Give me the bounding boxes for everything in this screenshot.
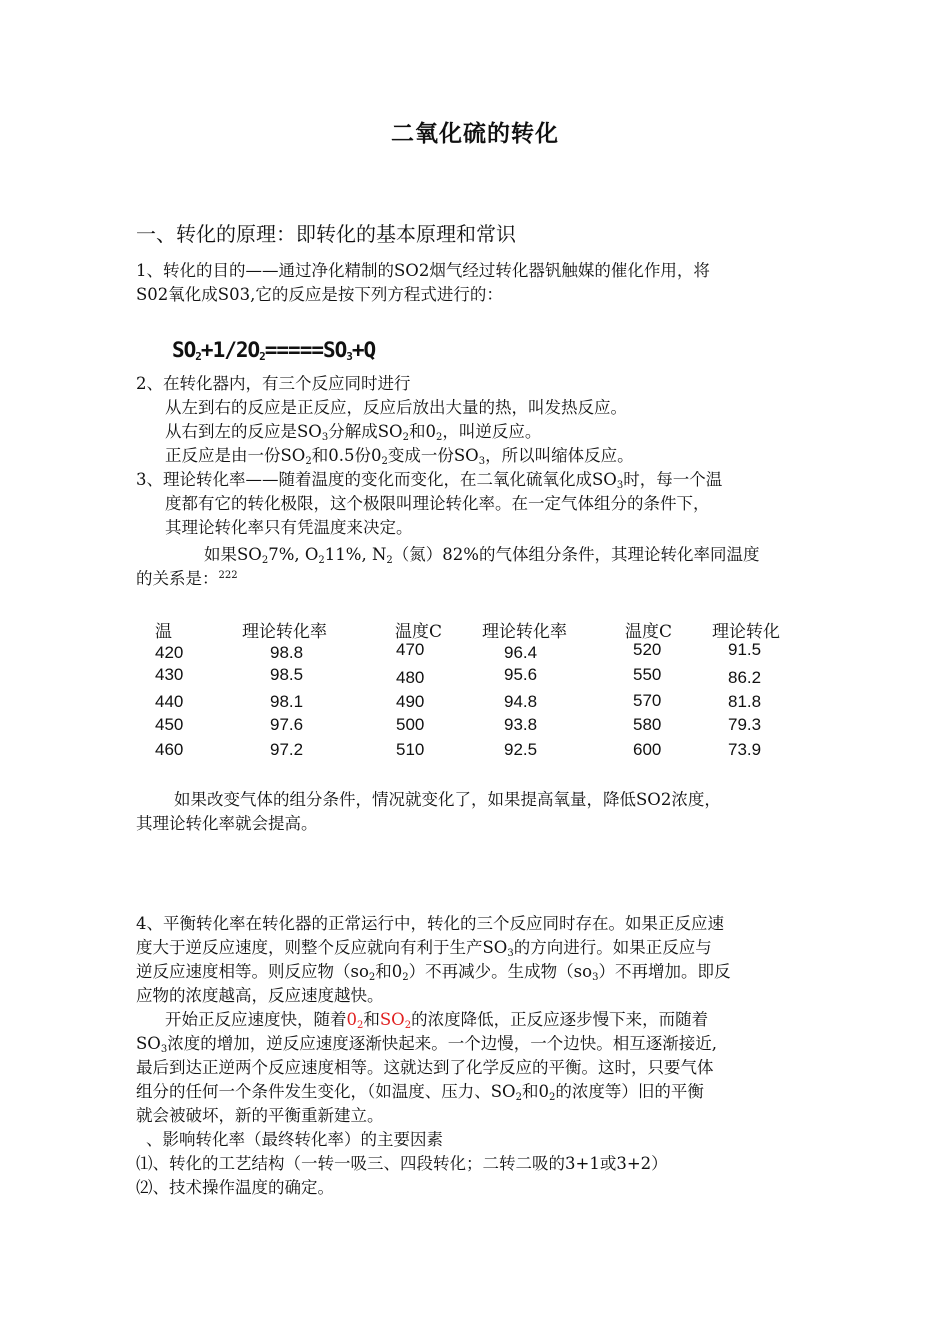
paragraph-equilibrium — [136, 912, 730, 1200]
text-line: 2、在转化器内，有三个反应同时进行 — [136, 374, 411, 393]
table-cell: 73.9 — [728, 740, 762, 759]
table-cell: 97.2 — [270, 740, 304, 759]
text-line: 组分的任何一个条件发生变化，（如温度、压力、$SO_2$和$0_2$的浓度等）旧的平衡 — [136, 1082, 704, 1103]
table-cell: 79.3 — [728, 715, 762, 734]
table-cell: 460 — [155, 740, 184, 759]
table-cell: 92.5 — [504, 740, 538, 759]
table-header: 理论转化 — [712, 622, 780, 642]
document-title: 二氧化硫的转化 — [391, 120, 559, 147]
text-line: 逆反应速度相等。则反应物（$so_2$和$0_2$）不再减少。生成物$(so_3)$不再增加。即反 — [136, 962, 731, 983]
text-line: 就会被破坏，新的平衡重新建立。 — [136, 1106, 384, 1125]
table-header: 温度C — [395, 622, 443, 642]
text-line: 度都有它的转化极限，这个极限叫理论转化率。在一定气体组分的条件下， — [165, 494, 710, 513]
section-heading-principles: 一、转化的原理：即转化的基本原理和常识 — [136, 222, 516, 246]
paragraph-composition-change — [136, 788, 721, 836]
table-cell: 570 — [633, 691, 662, 710]
text-line: ⑴、转化的工艺结构（一转一吸三、四段转化；二转二吸的3+1或3+2） — [136, 1154, 668, 1173]
table-cell: 430 — [155, 665, 184, 684]
table-cell: 490 — [396, 692, 425, 711]
reaction-equation: $SO_2+1/2O_2=====SO_3+Q$ — [172, 338, 376, 363]
table-cell: 580 — [633, 715, 662, 734]
table-header: 理论转化率 — [482, 622, 567, 642]
text-line: 如果$SO_27\%$, $O_211\%$, $N_2$（氮）82%的气体组分条件，其理论转化率同温度 — [204, 545, 760, 566]
text-line: 其理论转化率就会提高。 — [136, 814, 318, 833]
text-line: 1、转化的目的——通过净化精制的SO2烟气经过转化器钒触媒的催化作用，将 — [136, 261, 710, 280]
table-cell: 95.6 — [504, 665, 538, 684]
table-cell: 550 — [633, 665, 662, 684]
table-header: 理论转化率 — [242, 622, 327, 642]
table-cell: 96.4 — [504, 643, 538, 662]
text-line: 3、理论转化率——随着温度的变化而变化，在二氧化硫氧化成$SO_3$时，每一个温 — [136, 470, 723, 491]
text-line: 的关系是：$^{222}$ — [136, 569, 238, 588]
text-line: 度大于逆反应速度，则整个反应就向有利于生产$SO_3$的方向进行。如果正反应与 — [136, 938, 712, 959]
text-line: 、影响转化率（最终转化率）的主要因素 — [146, 1130, 443, 1149]
table-cell: 480 — [396, 668, 425, 687]
table-cell: 98.5 — [270, 665, 304, 684]
table-cell: 97.6 — [270, 715, 304, 734]
table-cell: 600 — [633, 740, 662, 759]
text-line: 4、平衡转化率在转化器的正常运行中，转化的三个反应同时存在。如果正反应速 — [136, 914, 724, 933]
table-header: 温度C — [625, 622, 673, 642]
table-cell: 520 — [633, 640, 662, 659]
table-cell: 98.8 — [270, 643, 304, 662]
table-cell: 93.8 — [504, 715, 538, 734]
table-header: 温 — [155, 622, 172, 642]
table-cell: 420 — [155, 643, 184, 662]
text-line: 从左到右的反应是正反应，反应后放出大量的热，叫发热反应。 — [165, 398, 627, 417]
text-line: 其理论转化率只有凭温度来决定。 — [165, 518, 413, 537]
table-cell: 91.5 — [728, 640, 762, 659]
table-cell: 81.8 — [728, 692, 762, 711]
text-line: 应物的浓度越高，反应速度越快。 — [136, 986, 384, 1005]
table-cell: 510 — [396, 740, 425, 759]
table-cell: 94.8 — [504, 692, 538, 711]
text-line: 正反应是由一份$SO_2$和0.5份$0_2$变成一份$SO_3$，所以叫缩体反应。 — [165, 446, 634, 467]
text-line: $SO_3$浓度的增加，逆反应速度逐渐快起来。一个边慢，一个边快。相互逐渐接近, — [136, 1034, 717, 1055]
table-cell: 450 — [155, 715, 184, 734]
text-line: ⑵、技术操作温度的确定。 — [136, 1178, 334, 1197]
text-line: 如果改变气体的组分条件，情况就变化了，如果提高氧量，降低SO2浓度， — [174, 790, 721, 809]
text-line: 最后到达正逆两个反应速度相等。这就达到了化学反应的平衡。这时，只要气体 — [136, 1058, 714, 1077]
table-cell: 86.2 — [728, 668, 762, 687]
table-cell: 470 — [396, 640, 425, 659]
table-cell: 440 — [155, 692, 184, 711]
text-line: 开始正反应速度快，随着$0_2$和$SO_2$的浓度降低，正反应逐步慢下来，而随着 — [165, 1010, 709, 1031]
table-cell: 98.1 — [270, 692, 304, 711]
table-cell: 500 — [396, 715, 425, 734]
text-line: S02氧化成S03,它的反应是按下列方程式进行的： — [136, 285, 503, 304]
text-line: 从右到左的反应是$SO_3$分解成$SO_2$和$0_2$，叫逆反应。 — [165, 422, 542, 443]
